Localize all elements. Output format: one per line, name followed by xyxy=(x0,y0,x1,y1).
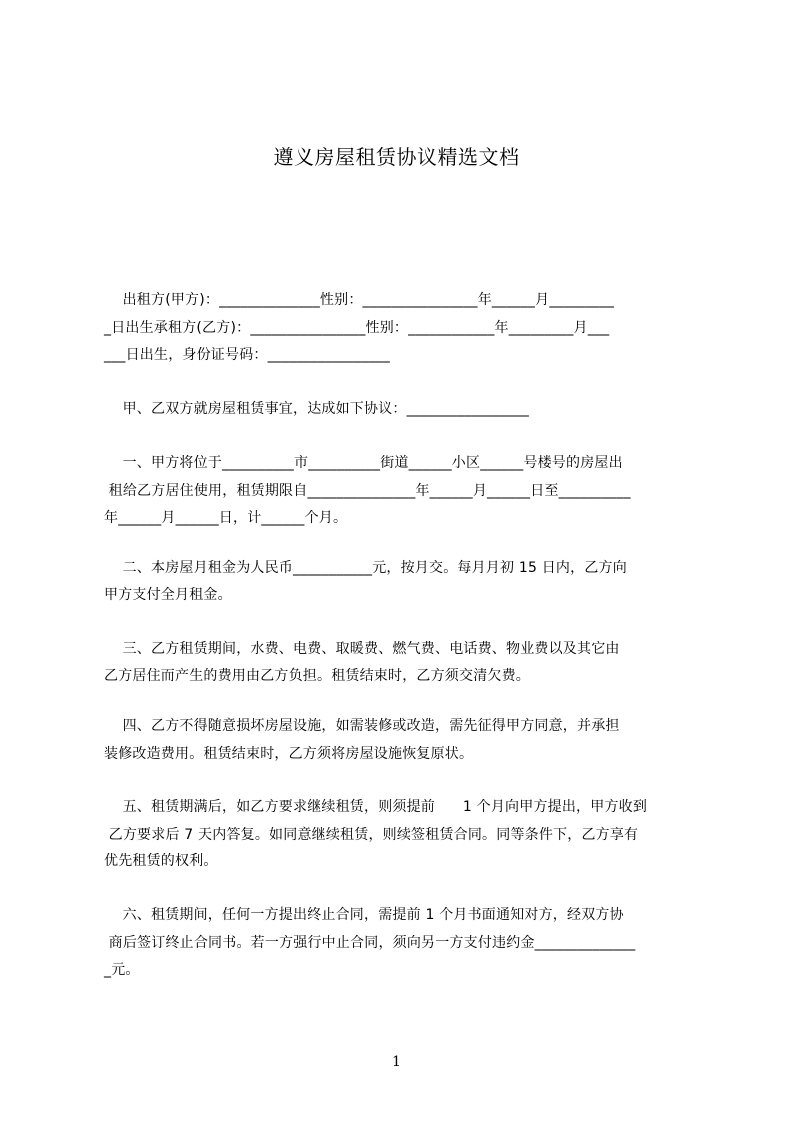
party-info-line-3: ___日出生，身份证号码：_________________ xyxy=(104,347,390,363)
agreement-intro-line: 甲、乙双方就房屋租赁事宜，达成如下协议：_________________ xyxy=(104,401,529,417)
clause-1-line-1: 一、甲方将位于__________市__________街道______小区______号楼号的房屋出 xyxy=(104,455,623,471)
party-info-line-2: _日出生承租方(乙方)：________________性别：____________年_________月___ xyxy=(104,320,610,336)
clause-5-line-1: 五、租赁期满后，如乙方要求继续租赁，则须提前 1 个月向甲方提出，甲方收到 xyxy=(104,799,648,815)
clause-6-line-1: 六、租赁期间，任何一方提出终止合同，需提前 1 个月书面通知对方，经双方协 xyxy=(104,907,624,923)
clause-1-line-3: 年______月______日，计______个月。 xyxy=(104,510,348,526)
clause-3-line-2: 乙方居住而产生的费用由乙方负担。租赁结束时，乙方须交清欠费。 xyxy=(104,668,530,684)
page-number: 1 xyxy=(392,1054,401,1070)
document-title: 遵义房屋租赁协议精选文档 xyxy=(273,145,520,169)
clause-5-line-3: 优先租赁的权利。 xyxy=(104,853,218,869)
clause-1-line-2: 租给乙方居住使用，租赁期限自_______________年______月______日至__________ xyxy=(104,483,631,499)
clause-3-line-1: 三、乙方租赁期间，水费、电费、取暖费、燃气费、电话费、物业费以及其它由 xyxy=(104,641,620,657)
party-info-line-1: 出租方(甲方)：______________性别：________________年______月_________ xyxy=(104,292,615,308)
clause-5-line-2: 乙方要求后 7 天内答复。如同意继续租赁，则续签租赁合同。同等条件下，乙方享有 xyxy=(104,827,639,843)
clause-6-line-3: _元。 xyxy=(104,962,140,978)
clause-6-line-2: 商后签订终止合同书。若一方强行中止合同，须向另一方支付违约金______________ xyxy=(104,935,636,951)
clause-4-line-2: 装修改造费用。租赁结束时，乙方须将房屋设施恢复原状。 xyxy=(104,746,474,762)
clause-2-line-1: 二、本房屋月租金为人民币___________元，按月交。每月月初 15 日内，乙方向 xyxy=(104,560,627,576)
clause-2-line-2: 甲方支付全月租金。 xyxy=(104,587,232,603)
clause-4-line-1: 四、乙方不得随意损坏房屋设施，如需装修或改造，需先征得甲方同意，并承担 xyxy=(104,718,620,734)
